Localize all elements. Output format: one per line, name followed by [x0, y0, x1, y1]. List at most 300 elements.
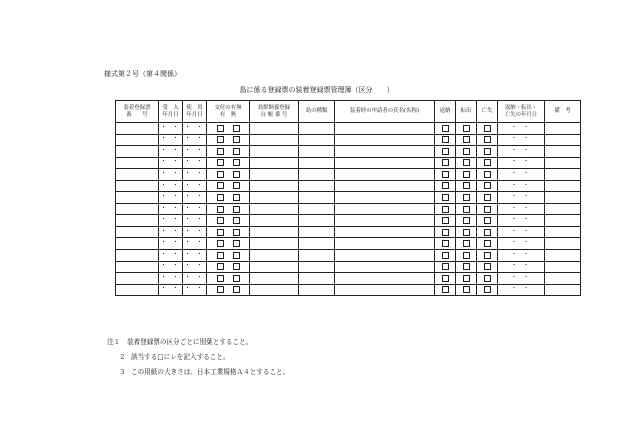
checkbox[interactable]: [217, 171, 224, 178]
used-date-cell[interactable]: [183, 192, 207, 204]
document-title: [0, 85, 630, 95]
checkbox[interactable]: [217, 148, 224, 155]
received-date-cell[interactable]: [159, 215, 183, 227]
date-separator: ・ ・: [511, 193, 531, 201]
used-date-cell[interactable]: [183, 134, 207, 146]
applicant-name-cell[interactable]: [335, 146, 435, 158]
checkbox[interactable]: [233, 263, 240, 270]
checkbox[interactable]: [442, 125, 449, 132]
table-row: [116, 123, 581, 135]
tag-number-cell[interactable]: [116, 157, 159, 169]
checkbox[interactable]: [484, 136, 491, 143]
status-date-cell[interactable]: [498, 157, 545, 169]
checkbox[interactable]: [233, 275, 240, 282]
date-separator: ・ ・: [511, 227, 531, 235]
received-date-cell[interactable]: [159, 134, 183, 146]
transferred-cell: [456, 238, 477, 250]
checkbox[interactable]: [484, 217, 491, 224]
header-remarks: 備 考: [545, 101, 581, 123]
used-date-cell[interactable]: [183, 284, 207, 296]
checkbox[interactable]: [463, 263, 470, 270]
status-date-cell[interactable]: [498, 250, 545, 262]
ledger-number-cell[interactable]: [250, 250, 299, 262]
returned-cell: [435, 157, 456, 169]
remarks-cell[interactable]: [545, 134, 581, 146]
status-date-cell[interactable]: [498, 273, 545, 285]
used-date-cell[interactable]: [183, 180, 207, 192]
ledger-number-cell[interactable]: [250, 123, 299, 135]
returned-cell: [435, 203, 456, 215]
remarks-cell[interactable]: [545, 169, 581, 181]
checkbox[interactable]: [484, 125, 491, 132]
checkbox[interactable]: [217, 286, 224, 293]
status-date-cell[interactable]: [498, 180, 545, 192]
received-date-cell[interactable]: [159, 146, 183, 158]
ledger-number-cell[interactable]: [250, 180, 299, 192]
returned-cell: [435, 273, 456, 285]
checkbox[interactable]: [463, 229, 470, 236]
checkbox[interactable]: [463, 148, 470, 155]
checkbox[interactable]: [484, 275, 491, 282]
tag-number-cell[interactable]: [116, 180, 159, 192]
note-2: ２ 該当する□にレを記入すること。: [119, 353, 230, 361]
date-separator: ・ ・: [511, 216, 531, 224]
received-date-cell[interactable]: [159, 192, 183, 204]
remarks-cell[interactable]: [545, 250, 581, 262]
checkbox[interactable]: [233, 229, 240, 236]
tag-number-cell[interactable]: [116, 226, 159, 238]
status-date-cell[interactable]: [498, 226, 545, 238]
returned-cell: [435, 226, 456, 238]
bird-type-cell[interactable]: [299, 215, 335, 227]
date-separator: ・ ・: [160, 204, 181, 212]
applicant-name-cell[interactable]: [335, 226, 435, 238]
checkbox[interactable]: [442, 182, 449, 189]
bird-type-cell[interactable]: [299, 134, 335, 146]
checkbox[interactable]: [463, 240, 470, 247]
remarks-cell[interactable]: [545, 226, 581, 238]
checkbox[interactable]: [233, 217, 240, 224]
lost-cell: [477, 261, 498, 273]
lost-cell: [477, 180, 498, 192]
lost-cell: [477, 123, 498, 135]
checkbox[interactable]: [233, 286, 240, 293]
status-date-cell[interactable]: [498, 284, 545, 296]
table-row: [116, 273, 581, 285]
checkbox[interactable]: [442, 263, 449, 270]
date-separator: ・ ・: [184, 146, 205, 154]
checkbox[interactable]: [484, 194, 491, 201]
returned-cell: [435, 169, 456, 181]
checkbox[interactable]: [233, 182, 240, 189]
checkbox[interactable]: [484, 229, 491, 236]
remarks-cell[interactable]: [545, 123, 581, 135]
checkbox[interactable]: [233, 171, 240, 178]
date-separator: ・ ・: [184, 285, 205, 293]
date-separator: ・ ・: [184, 170, 205, 178]
applicant-name-cell[interactable]: [335, 203, 435, 215]
tag-number-cell[interactable]: [116, 238, 159, 250]
remarks-cell[interactable]: [545, 238, 581, 250]
checkbox[interactable]: [442, 286, 449, 293]
returned-cell: [435, 250, 456, 262]
tag-number-cell[interactable]: [116, 215, 159, 227]
applicant-name-cell[interactable]: [335, 134, 435, 146]
used-date-cell[interactable]: [183, 146, 207, 158]
table-row: [116, 134, 581, 146]
remarks-cell[interactable]: [545, 284, 581, 296]
received-date-cell[interactable]: [159, 180, 183, 192]
register-table: [115, 100, 581, 296]
issued-cell: [207, 250, 250, 262]
bird-type-cell[interactable]: [299, 123, 335, 135]
status-date-cell[interactable]: [498, 192, 545, 204]
returned-cell: [435, 192, 456, 204]
bird-type-cell[interactable]: [299, 146, 335, 158]
notes: [107, 336, 289, 381]
applicant-name-cell[interactable]: [335, 157, 435, 169]
used-date-cell[interactable]: [183, 157, 207, 169]
ledger-number-cell[interactable]: [250, 203, 299, 215]
returned-cell: [435, 146, 456, 158]
transferred-cell: [456, 284, 477, 296]
date-separator: ・ ・: [160, 158, 181, 166]
checkbox[interactable]: [233, 125, 240, 132]
used-date-cell[interactable]: [183, 215, 207, 227]
date-separator: ・ ・: [511, 170, 531, 178]
issued-cell: [207, 192, 250, 204]
checkbox[interactable]: [463, 252, 470, 259]
applicant-name-cell[interactable]: [335, 261, 435, 273]
ledger-number-cell[interactable]: [250, 157, 299, 169]
transferred-cell: [456, 123, 477, 135]
applicant-name-cell[interactable]: [335, 180, 435, 192]
returned-cell: [435, 134, 456, 146]
table-row: [116, 238, 581, 250]
received-date-cell[interactable]: [159, 284, 183, 296]
used-date-cell[interactable]: [183, 273, 207, 285]
checkbox[interactable]: [442, 171, 449, 178]
checkbox[interactable]: [442, 252, 449, 259]
remarks-cell[interactable]: [545, 203, 581, 215]
checkbox[interactable]: [484, 286, 491, 293]
table-row: [116, 215, 581, 227]
bird-type-cell[interactable]: [299, 180, 335, 192]
checkbox[interactable]: [217, 206, 224, 213]
date-separator: ・ ・: [511, 146, 531, 154]
checkbox[interactable]: [484, 252, 491, 259]
checkbox[interactable]: [233, 136, 240, 143]
table-row: [116, 192, 581, 204]
checkbox[interactable]: [217, 217, 224, 224]
date-separator: ・ ・: [511, 273, 531, 281]
tag-number-cell[interactable]: [116, 284, 159, 296]
used-date-cell[interactable]: [183, 261, 207, 273]
lost-cell: [477, 134, 498, 146]
status-date-cell[interactable]: [498, 146, 545, 158]
checkbox[interactable]: [484, 148, 491, 155]
transferred-cell: [456, 157, 477, 169]
received-date-cell[interactable]: [159, 123, 183, 135]
checkbox[interactable]: [463, 206, 470, 213]
date-separator: ・ ・: [184, 204, 205, 212]
tag-number-cell[interactable]: [116, 273, 159, 285]
table-row: [116, 180, 581, 192]
title-suffix: ）: [386, 86, 394, 94]
lost-cell: [477, 284, 498, 296]
checkbox[interactable]: [463, 275, 470, 282]
ledger-number-cell[interactable]: [250, 134, 299, 146]
issued-cell: [207, 203, 250, 215]
date-separator: ・ ・: [160, 239, 181, 247]
used-date-cell[interactable]: [183, 203, 207, 215]
remarks-cell[interactable]: [545, 273, 581, 285]
status-date-cell[interactable]: [498, 123, 545, 135]
checkbox[interactable]: [442, 275, 449, 282]
remarks-cell[interactable]: [545, 180, 581, 192]
tag-number-cell[interactable]: [116, 250, 159, 262]
date-separator: ・ ・: [160, 146, 181, 154]
date-separator: ・ ・: [511, 285, 531, 293]
checkbox[interactable]: [484, 240, 491, 247]
transferred-cell: [456, 192, 477, 204]
checkbox[interactable]: [484, 159, 491, 166]
issued-cell: [207, 169, 250, 181]
bird-type-cell[interactable]: [299, 203, 335, 215]
lost-cell: [477, 203, 498, 215]
applicant-name-cell[interactable]: [335, 123, 435, 135]
tag-number-cell[interactable]: [116, 192, 159, 204]
checkbox[interactable]: [217, 275, 224, 282]
tag-number-cell[interactable]: [116, 261, 159, 273]
note-3: ３ この用紙の大きさは、日本工業規格Ａ４とすること。: [119, 368, 290, 376]
ledger-number-cell[interactable]: [250, 261, 299, 273]
remarks-cell[interactable]: [545, 215, 581, 227]
tag-number-cell[interactable]: [116, 134, 159, 146]
checkbox[interactable]: [463, 286, 470, 293]
transferred-cell: [456, 215, 477, 227]
checkbox[interactable]: [233, 194, 240, 201]
date-separator: ・ ・: [184, 135, 205, 143]
date-separator: ・ ・: [160, 135, 181, 143]
checkbox[interactable]: [463, 125, 470, 132]
received-date-cell[interactable]: [159, 250, 183, 262]
applicant-name-cell[interactable]: [335, 215, 435, 227]
bird-type-cell[interactable]: [299, 192, 335, 204]
ledger-number-cell[interactable]: [250, 215, 299, 227]
issued-cell: [207, 226, 250, 238]
tag-number-cell[interactable]: [116, 169, 159, 181]
checkbox[interactable]: [442, 194, 449, 201]
status-date-cell[interactable]: [498, 134, 545, 146]
applicant-name-cell[interactable]: [335, 273, 435, 285]
note-1: 注１ 装着登録票の区分ごとに別葉とすること。: [107, 338, 253, 346]
returned-cell: [435, 180, 456, 192]
date-separator: ・ ・: [160, 170, 181, 178]
checkbox[interactable]: [442, 229, 449, 236]
remarks-cell[interactable]: [545, 146, 581, 158]
ledger-number-cell[interactable]: [250, 192, 299, 204]
used-date-cell[interactable]: [183, 226, 207, 238]
checkbox[interactable]: [463, 159, 470, 166]
register-rows: [116, 123, 581, 296]
bird-type-cell[interactable]: [299, 238, 335, 250]
checkbox[interactable]: [217, 263, 224, 270]
bird-type-cell[interactable]: [299, 169, 335, 181]
ledger-number-cell[interactable]: [250, 146, 299, 158]
table-row: [116, 169, 581, 181]
table-row: [116, 250, 581, 262]
checkbox[interactable]: [217, 229, 224, 236]
checkbox[interactable]: [217, 136, 224, 143]
checkbox[interactable]: [442, 159, 449, 166]
lost-cell: [477, 273, 498, 285]
applicant-name-cell[interactable]: [335, 192, 435, 204]
date-separator: ・ ・: [160, 262, 181, 270]
date-separator: ・ ・: [511, 262, 531, 270]
received-date-cell[interactable]: [159, 238, 183, 250]
issued-cell: [207, 157, 250, 169]
received-date-cell[interactable]: [159, 157, 183, 169]
checkbox[interactable]: [217, 125, 224, 132]
checkbox[interactable]: [463, 182, 470, 189]
date-separator: ・ ・: [511, 239, 531, 247]
checkbox[interactable]: [484, 182, 491, 189]
bird-type-cell[interactable]: [299, 226, 335, 238]
ledger-number-cell[interactable]: [250, 169, 299, 181]
checkbox[interactable]: [233, 148, 240, 155]
tag-number-cell[interactable]: [116, 146, 159, 158]
checkbox[interactable]: [217, 252, 224, 259]
issued-cell: [207, 238, 250, 250]
checkbox[interactable]: [442, 217, 449, 224]
applicant-name-cell[interactable]: [335, 250, 435, 262]
lost-cell: [477, 192, 498, 204]
checkbox[interactable]: [233, 240, 240, 247]
checkbox[interactable]: [233, 159, 240, 166]
remarks-cell[interactable]: [545, 192, 581, 204]
checkbox[interactable]: [463, 194, 470, 201]
issued-cell: [207, 261, 250, 273]
checkbox[interactable]: [442, 206, 449, 213]
received-date-cell[interactable]: [159, 273, 183, 285]
status-date-cell[interactable]: [498, 169, 545, 181]
date-separator: ・ ・: [511, 181, 531, 189]
checkbox[interactable]: [442, 240, 449, 247]
transferred-cell: [456, 250, 477, 262]
checkbox[interactable]: [484, 263, 491, 270]
applicant-name-cell[interactable]: [335, 284, 435, 296]
applicant-name-cell[interactable]: [335, 238, 435, 250]
checkbox[interactable]: [233, 206, 240, 213]
date-separator: ・ ・: [511, 123, 531, 131]
ledger-number-cell[interactable]: [250, 273, 299, 285]
transferred-cell: [456, 134, 477, 146]
header-used-date: 使 用 年月日: [183, 101, 207, 123]
issued-cell: [207, 134, 250, 146]
lost-cell: [477, 169, 498, 181]
used-date-cell[interactable]: [183, 123, 207, 135]
checkbox[interactable]: [463, 136, 470, 143]
remarks-cell[interactable]: [545, 157, 581, 169]
issued-cell: [207, 273, 250, 285]
bird-type-cell[interactable]: [299, 250, 335, 262]
table-row: [116, 284, 581, 296]
checkbox[interactable]: [442, 148, 449, 155]
header-ledger-number: 島獣飼養登録 台 帳 番 号: [250, 101, 299, 123]
lost-cell: [477, 226, 498, 238]
lost-cell: [477, 157, 498, 169]
status-date-cell[interactable]: [498, 261, 545, 273]
bird-type-cell[interactable]: [299, 261, 335, 273]
date-separator: ・ ・: [160, 193, 181, 201]
checkbox[interactable]: [484, 171, 491, 178]
checkbox[interactable]: [217, 159, 224, 166]
date-separator: ・ ・: [160, 273, 181, 281]
checkbox[interactable]: [442, 136, 449, 143]
remarks-cell[interactable]: [545, 261, 581, 273]
title-text: 島に係る登録票の装着登録票管理簿（区分: [239, 86, 373, 94]
used-date-cell[interactable]: [183, 250, 207, 262]
checkbox[interactable]: [217, 182, 224, 189]
received-date-cell[interactable]: [159, 169, 183, 181]
date-separator: ・ ・: [184, 158, 205, 166]
checkbox[interactable]: [463, 217, 470, 224]
bird-type-cell[interactable]: [299, 273, 335, 285]
date-separator: ・ ・: [184, 239, 205, 247]
date-separator: ・ ・: [511, 250, 531, 258]
date-separator: ・ ・: [160, 227, 181, 235]
checkbox[interactable]: [217, 194, 224, 201]
checkbox[interactable]: [217, 240, 224, 247]
tag-number-cell[interactable]: [116, 123, 159, 135]
date-separator: ・ ・: [511, 158, 531, 166]
received-date-cell[interactable]: [159, 261, 183, 273]
checkbox[interactable]: [484, 206, 491, 213]
bird-type-cell[interactable]: [299, 284, 335, 296]
tag-number-cell[interactable]: [116, 203, 159, 215]
used-date-cell[interactable]: [183, 238, 207, 250]
ledger-number-cell[interactable]: [250, 284, 299, 296]
issued-cell: [207, 215, 250, 227]
bird-type-cell[interactable]: [299, 157, 335, 169]
transferred-cell: [456, 273, 477, 285]
applicant-name-cell[interactable]: [335, 169, 435, 181]
status-date-cell[interactable]: [498, 203, 545, 215]
date-separator: ・ ・: [184, 216, 205, 224]
status-date-cell[interactable]: [498, 238, 545, 250]
header-applicant-name: 装着時の申請者の氏名(名称): [335, 101, 435, 123]
returned-cell: [435, 123, 456, 135]
header-bird-type: 島の種類: [299, 101, 335, 123]
date-separator: ・ ・: [184, 273, 205, 281]
checkbox[interactable]: [233, 252, 240, 259]
received-date-cell[interactable]: [159, 226, 183, 238]
checkbox[interactable]: [463, 171, 470, 178]
header-received-date: 受 入 年月日: [159, 101, 183, 123]
used-date-cell[interactable]: [183, 169, 207, 181]
transferred-cell: [456, 146, 477, 158]
transferred-cell: [456, 226, 477, 238]
header-status-date: 返納・転出・ 亡失の年月日: [498, 101, 545, 123]
returned-cell: [435, 261, 456, 273]
date-separator: ・ ・: [511, 135, 531, 143]
received-date-cell[interactable]: [159, 203, 183, 215]
status-date-cell[interactable]: [498, 215, 545, 227]
ledger-number-cell[interactable]: [250, 238, 299, 250]
ledger-number-cell[interactable]: [250, 226, 299, 238]
table-row: [116, 157, 581, 169]
